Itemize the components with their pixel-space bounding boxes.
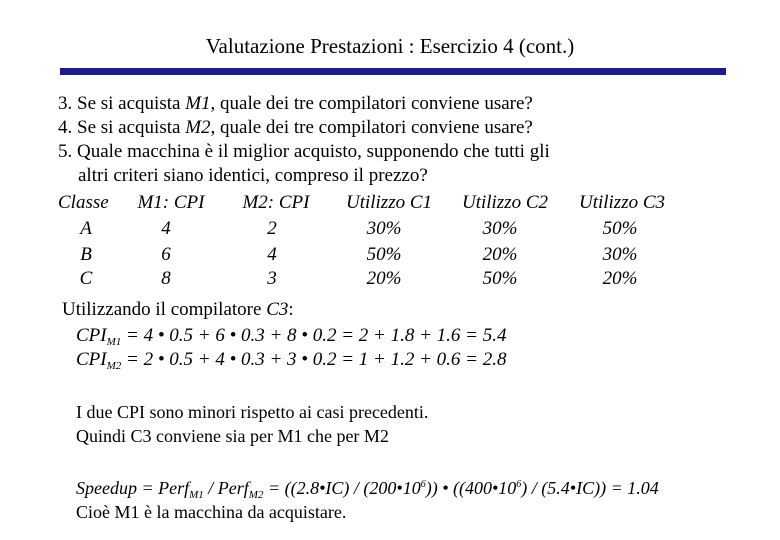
question-3-text: 3. Se si acquista — [58, 93, 186, 114]
question-5-line2: altri criteri siano identici, compreso il prezzo? — [78, 165, 428, 186]
speedup-subscript: M1 — [189, 489, 204, 501]
slide-title: Valutazione Prestazioni : Esercizio 4 (cont.) — [205, 34, 575, 58]
table-cell: 50% — [482, 268, 518, 289]
title-divider — [60, 68, 726, 75]
final-conclusion: Cioè M1 è la macchina da acquistare. — [76, 502, 347, 522]
speedup-part: Speedup = Perf — [76, 478, 190, 498]
table-cell: 50% — [602, 218, 638, 239]
cpi-m2-formula — [76, 348, 507, 372]
cpi-m1-formula — [76, 324, 507, 348]
analysis-intro-text: Utilizzando il compilatore — [62, 299, 267, 320]
speedup-subscript: M2 — [248, 489, 264, 501]
analysis-intro-colon: : — [288, 299, 294, 320]
table-cell: 2 — [267, 218, 277, 239]
cpi-m2-expression: = 2 • 0.5 + 4 • 0.3 + 3 • 0.2 = 1 + 1.2 + 0.6 = 2.8 — [121, 349, 507, 370]
table-header-c3: Utilizzo C3 — [578, 192, 666, 213]
table-cell: 4 — [161, 218, 171, 239]
table-cell: 8 — [161, 268, 171, 289]
table-header-classe: Classe — [58, 192, 109, 213]
table-cell: 6 — [161, 244, 171, 265]
question-3-text-end: , quale dei tre compilatori conviene usare? — [210, 93, 533, 114]
question-3-machine: M1 — [185, 93, 211, 114]
cpi-label: CPI — [76, 325, 107, 346]
table-cell: 30% — [482, 218, 518, 239]
question-5-line1: 5. Quale macchina è il miglior acquisto, supponendo che tutti gli — [58, 141, 550, 162]
question-4-text: 4. Se si acquista — [58, 117, 186, 138]
table-cell: C — [79, 268, 93, 289]
table-cell: 50% — [366, 244, 402, 265]
table-cell: 4 — [267, 244, 277, 265]
speedup-part: ) / (5.4•IC)) = 1.04 — [521, 478, 659, 498]
cpi-m1-expression: = 4 • 0.5 + 6 • 0.3 + 8 • 0.2 = 2 + 1.8 + 1.6 = 5.4 — [121, 325, 507, 346]
speedup-exponent: 6 — [516, 479, 522, 490]
table-cell: 20% — [366, 268, 402, 289]
table-header-c2: Utilizzo C2 — [461, 192, 549, 213]
conclusion-line1: I due CPI sono minori rispetto ai casi precedenti. — [76, 402, 429, 422]
question-4-text-end: , quale dei tre compilatori conviene usare? — [210, 117, 533, 138]
table-cell: 30% — [602, 244, 638, 265]
table-cell: A — [80, 218, 92, 239]
analysis-intro — [62, 298, 294, 322]
table-cell: 30% — [366, 218, 402, 239]
question-4-machine: M2 — [185, 117, 211, 138]
table-cell: 20% — [482, 244, 518, 265]
table-cell: B — [80, 244, 92, 265]
speedup-part: = ((2.8•IC) / (200•10 — [263, 478, 421, 498]
question-3 — [58, 92, 533, 116]
conclusion-line2: Quindi C3 conviene sia per M1 che per M2 — [76, 426, 389, 446]
table-header-c1: Utilizzo C1 — [345, 192, 433, 213]
cpi-subscript: M1 — [106, 336, 122, 348]
table-header-m1-cpi: M1: CPI — [137, 192, 205, 213]
speedup-part: / Perf — [203, 478, 249, 498]
speedup-exponent: 6 — [420, 479, 426, 490]
table-header-m2-cpi: M2: CPI — [242, 192, 310, 213]
analysis-intro-compiler: C3 — [266, 299, 289, 320]
speedup-part: )) • ((400•10 — [425, 478, 517, 498]
speedup-formula — [76, 476, 659, 500]
question-4 — [58, 116, 533, 140]
table-cell: 20% — [602, 268, 638, 289]
cpi-label: CPI — [76, 349, 107, 370]
cpi-subscript: M2 — [106, 360, 122, 372]
table-cell: 3 — [267, 268, 277, 289]
